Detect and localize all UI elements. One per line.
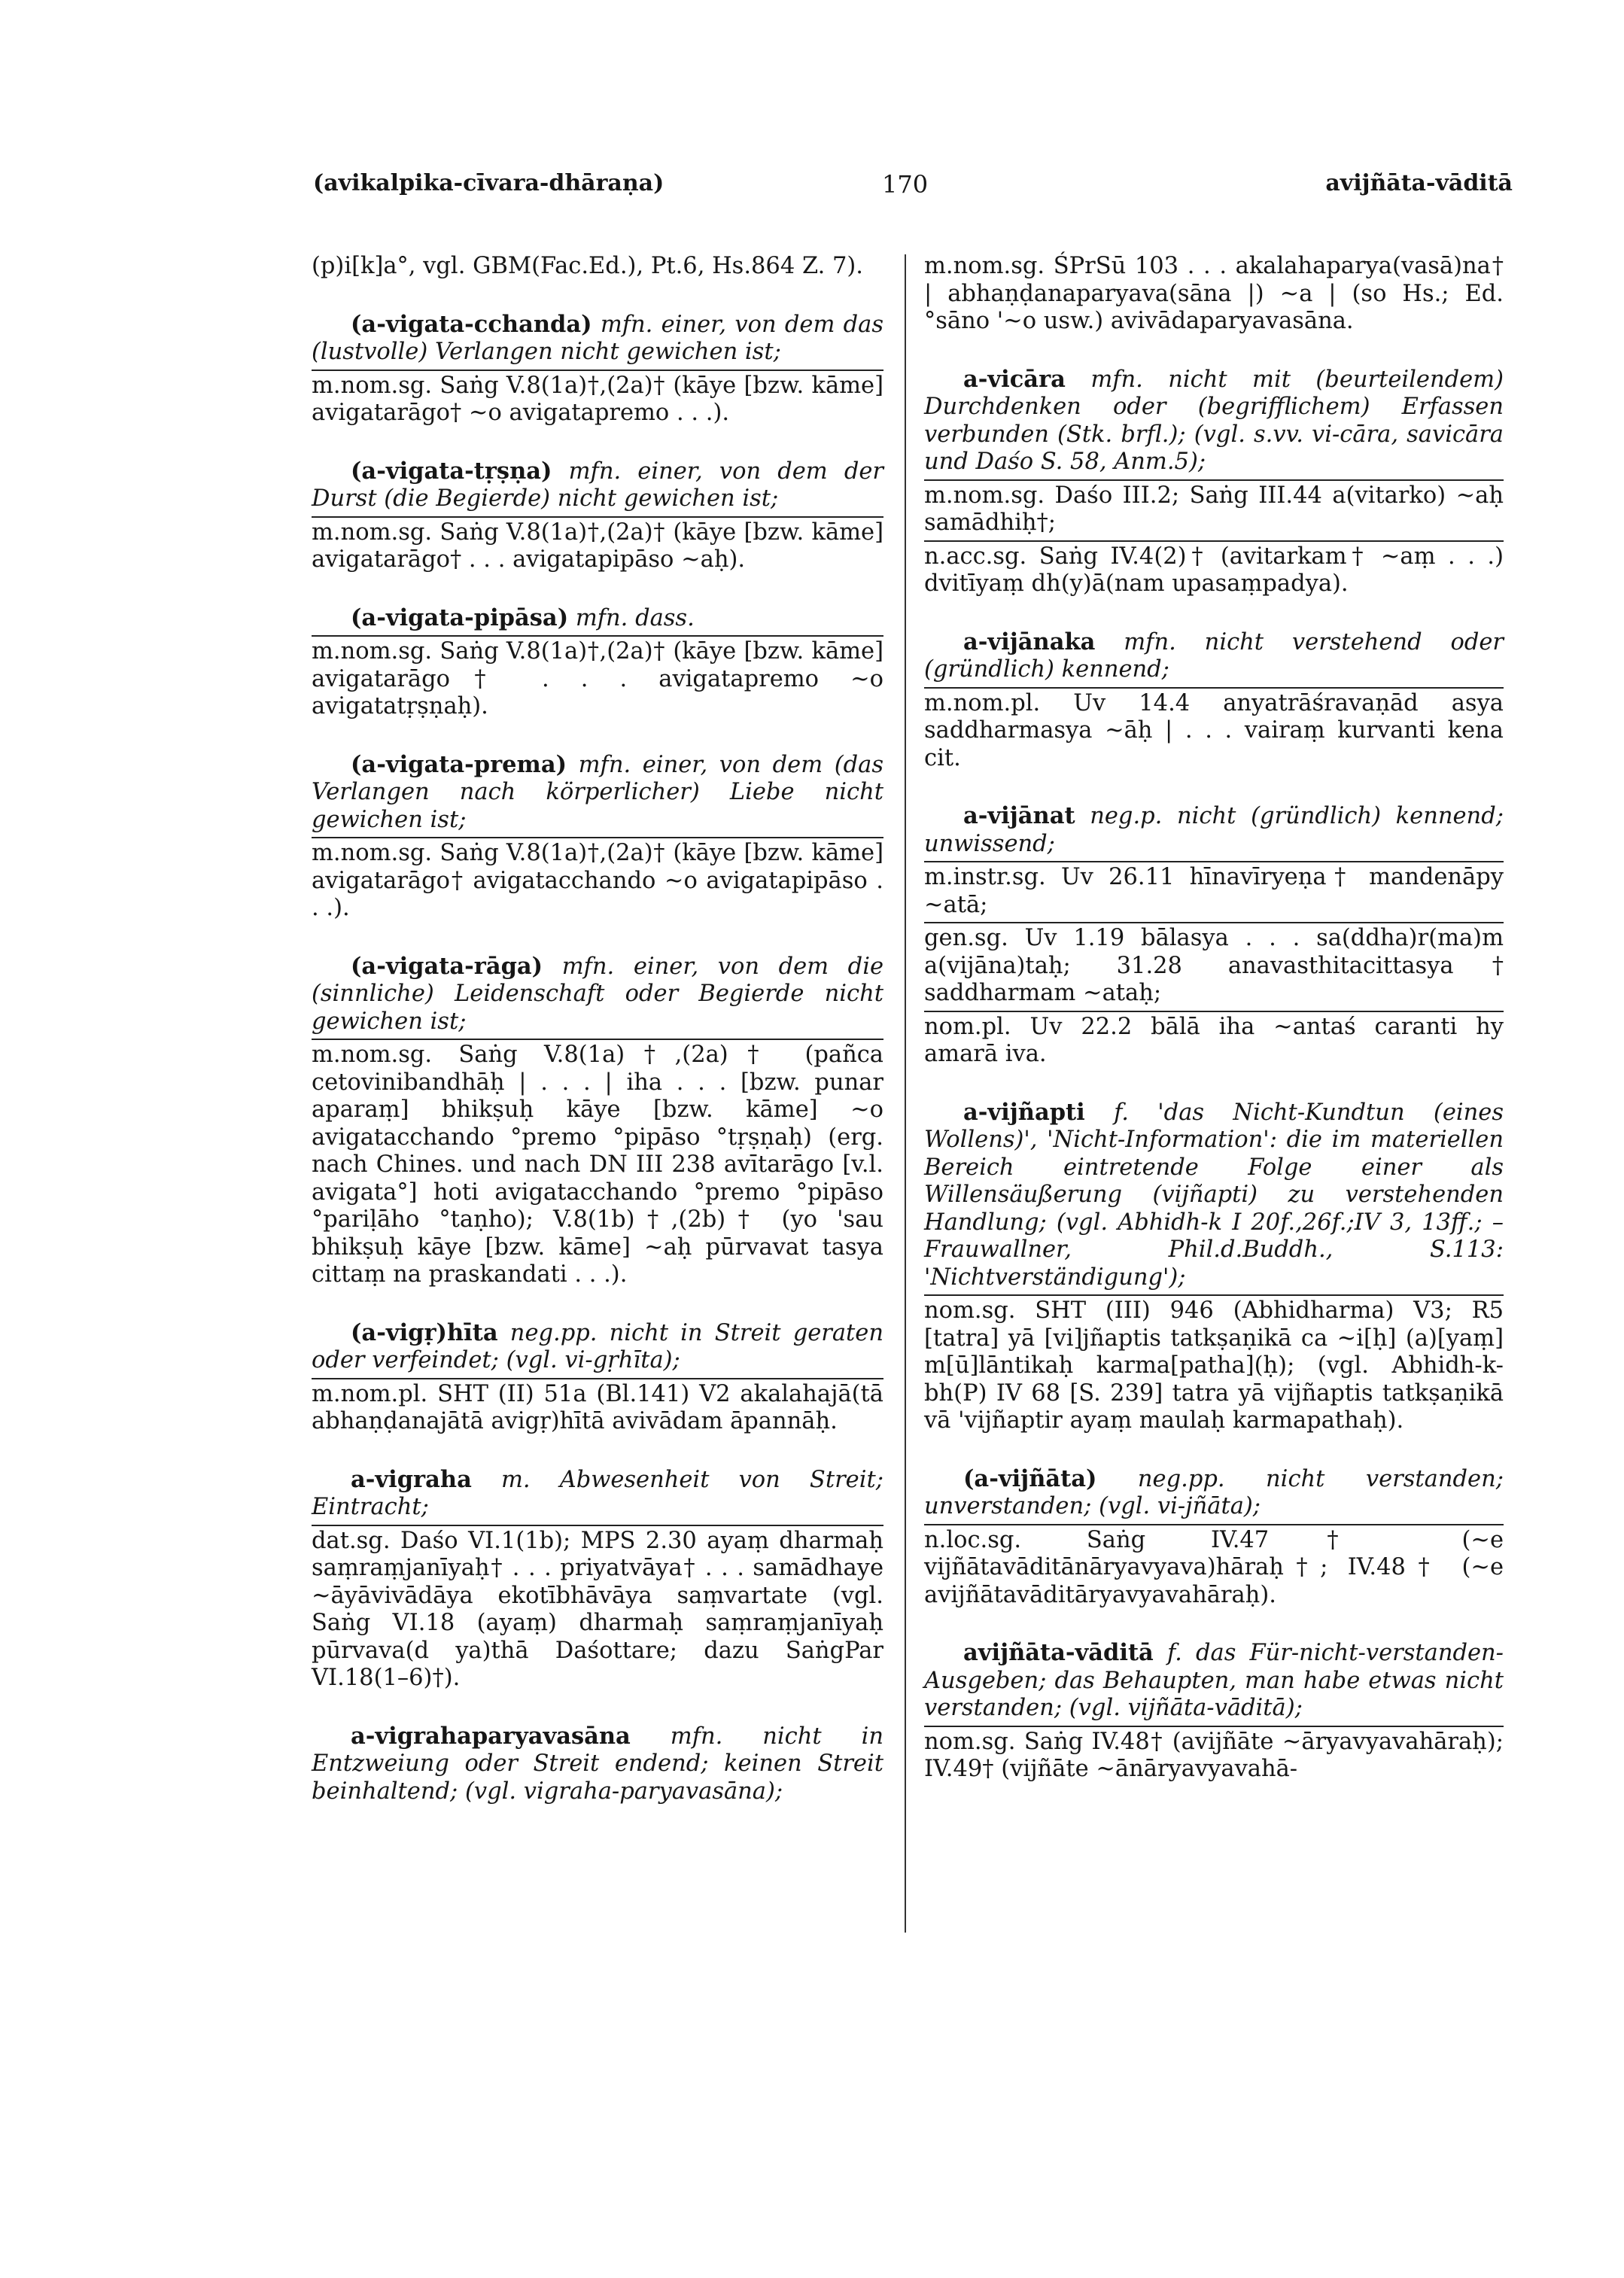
headword: (a-vigata-cchanda)	[351, 310, 592, 338]
citation-separator	[312, 1525, 883, 1526]
entry-headline	[924, 366, 1504, 476]
right-column	[924, 253, 1504, 1814]
headword: (a-vigata-pipāsa)	[351, 604, 569, 631]
citation: m.nom.sg. Saṅg V.8(1a)†,(2a)† (kāye [bzw. kāme] avigatarāgo† avigatacchando ~o avigatapipāso . . .).	[312, 840, 883, 921]
dictionary-entry	[924, 1639, 1504, 1784]
citation-separator	[924, 1726, 1504, 1727]
citation: m.nom.sg. Saṅg V.8(1a)†,(2a)† (pañca cetovinibandhāḥ | . . . | iha . . . [bzw. punar aparaṃ] bhikṣuḥ kāye [bzw. kāme] ~o avigatacchando °premo °pipāso °tṛṣṇaḥ) (erg. nach Chines. und nach DN III 238 avītarāgo [v.l. avigata°] hoti avigatacchando °premo °pipāso °pariḷāho °taṇho); V.8(1b)†,(2b)† (yo 'sau bhikṣuḥ kāye [bzw. kāme] ~aḥ pūrvavat tasya cittaṃ na praskandati . . .).	[312, 1042, 883, 1288]
citation-separator	[924, 922, 1504, 923]
headword: a-vijānaka	[963, 628, 1096, 655]
entry-headline	[924, 1639, 1504, 1723]
definition: neg.pp. nicht in Streit geraten oder verfeindet; (vgl. vi-gṛhīta);	[312, 1319, 884, 1373]
entry-headline	[312, 1723, 883, 1806]
citation: m.nom.sg. Saṅg V.8(1a)†,(2a)† (kāye [bzw. kāme] avigatarāgo† . . . avigatapipāso ~aḥ).	[312, 519, 883, 573]
dictionary-entry	[924, 1099, 1504, 1435]
entry-headline	[312, 458, 883, 513]
citation-separator	[312, 635, 883, 637]
dictionary-entry	[924, 628, 1504, 773]
citation-separator	[924, 479, 1504, 481]
citation: m.nom.pl. Uv 14.4 anyatrāśravaṇād asya saddharmasya ~āḥ | . . . vairaṃ kurvanti kena cit.	[924, 689, 1504, 771]
headword: (a-vigata-tṛṣṇa)	[351, 457, 552, 485]
definition: mfn. nicht mit (beurteilendem) Durchdenken oder (begrifflichem) Erfassen verbunden (Stk. brfl.); (vgl. s.vv. vi-cāra, savicāra und Daśo S. 58, Anm.5);	[924, 366, 1504, 475]
definition: mfn. einer, von dem die (sinnliche) Leidenschaft oder Begierde nicht gewichen ist;	[312, 953, 884, 1035]
dictionary-entry	[924, 366, 1504, 598]
definition: f. das Für-nicht-verstanden-Ausgeben; das Behaupten, man habe etwas nicht verstanden; (vgl. vijñāta-vāditā);	[924, 1640, 1504, 1721]
citation-separator	[924, 861, 1504, 862]
continued-text: m.nom.sg. ŚPrSū 103 . . . akalahaparya(vasā)na† | abhaṇḍanaparyava(sāna |) ~a | (so Hs.; Ed. °sāno '~o usw.) avivādaparyavasāna.	[924, 253, 1504, 334]
citation-separator	[924, 1011, 1504, 1012]
citation: n.acc.sg. Saṅg IV.4(2)† (avitarkam† ~aṃ . . .) dvitīyaṃ dh(y)ā(nam upasaṃpadya).	[924, 543, 1504, 597]
continued-text: (p)i[k]a°, vgl. GBM(Fac.Ed.), Pt.6, Hs.864 Z. 7).	[312, 253, 863, 279]
headword: (a-vigata-rāga)	[351, 952, 543, 980]
definition: mfn. einer, von dem (das Verlangen nach körperlicher) Liebe nicht gewichen ist;	[312, 751, 883, 833]
header-left-catchword: (avikalpika-cīvara-dhāraṇa)	[313, 170, 665, 196]
citation-separator	[924, 687, 1504, 689]
citation: m.nom.sg. Saṅg V.8(1a)†,(2a)† (kāye [bzw. kāme] avigatarāgo† ~o avigatapremo . . .).	[312, 372, 883, 426]
definition: neg.p. nicht (gründlich) kennend; unwissend;	[924, 803, 1504, 857]
entry-headline	[924, 802, 1504, 858]
header-right-catchword: avijñāta-vāditā	[1325, 170, 1513, 196]
page-number: 170	[882, 170, 929, 199]
definition: neg.pp. nicht verstanden; unverstanden; (vgl. vi-jñāta);	[924, 1465, 1504, 1519]
dictionary-entry	[312, 1466, 883, 1693]
left-column	[312, 253, 883, 1835]
column-divider	[905, 254, 906, 1933]
dictionary-entry	[312, 953, 883, 1289]
citation: nom.sg. Saṅg IV.48† (avijñāte ~āryavyavahāraḥ); IV.49† (vijñāte ~ānāryavyavahā-	[924, 1728, 1504, 1782]
dictionary-entry	[312, 751, 883, 923]
dictionary-entry	[312, 458, 883, 574]
headword: (a-vigṛ)hīta	[351, 1318, 498, 1346]
citation: n.loc.sg. Saṅg IV.47† (~e vijñātavāditānāryavyava)hāraḥ†; IV.48† (~e avijñātavāditāryavyavahāraḥ).	[924, 1526, 1504, 1608]
citation-separator	[924, 1294, 1504, 1296]
headword: avijñāta-vāditā	[963, 1639, 1154, 1666]
entry-headline	[924, 1099, 1504, 1292]
definition: mfn. nicht verstehend oder (gründlich) kennend;	[924, 628, 1504, 683]
dictionary-entry	[924, 253, 1504, 336]
citation-separator	[312, 837, 883, 838]
headword: a-vicāra	[963, 365, 1066, 393]
headword: a-vijñapti	[963, 1098, 1085, 1126]
definition: m. Abwesenheit von Streit; Eintracht;	[312, 1466, 883, 1520]
entry-headline	[924, 1465, 1504, 1521]
entry-headline	[312, 311, 883, 366]
headword: (a-vigata-prema)	[351, 750, 567, 778]
citation: m.instr.sg. Uv 26.11 hīnavīryeṇa† mandenāpy ~atā;	[924, 864, 1504, 918]
citation-separator	[312, 516, 883, 518]
headword: (a-vijñāta)	[963, 1464, 1097, 1492]
citation: nom.sg. SHT (III) 946 (Abhidharma) V3; R5 [tatra] yā [vi]jñaptis tatkṣaṇikā ca ~i[ḥ] (a)[yaṃ] m[ū]lāntikaḥ karma[patha](ḥ); (vgl. Abhidh-k-bh(P) IV 68 [S. 239] tatra yā vijñaptis tatkṣaṇikā vā 'vijñaptir ayaṃ maulaḥ karmapathaḥ).	[924, 1297, 1504, 1434]
definition: mfn. einer, von dem der Durst (die Begierde) nicht gewichen ist;	[312, 458, 883, 512]
entry-headline	[312, 751, 883, 835]
entry-headline	[312, 1319, 883, 1375]
dictionary-entry	[312, 1723, 883, 1806]
entry-headline	[924, 628, 1504, 684]
headword: a-vijānat	[963, 802, 1075, 829]
citation-separator	[312, 1039, 883, 1040]
definition: f. 'das Nicht-Kundtun (eines Wollens)', 'Nicht-Information': die im materiellen Bereich eintretende Folge einer als Willensäußerung (vijñapti) zu verstehenden Handlung; (vgl. Abhidh-k I 20f.,26f.;IV 3, 13ff.; – Frauwallner, Phil.d.Buddh., S.113: 'Nichtverständigung');	[924, 1099, 1504, 1291]
citation: m.nom.pl. SHT (II) 51a (Bl.141) V2 akalahajā(tā abhaṇḍanajātā avigṛ)hītā avivādam āpannāḥ.	[312, 1380, 883, 1434]
citation: m.nom.sg. Saṅg V.8(1a)†,(2a)† (kāye [bzw. kāme] avigatarāgo† . . . avigatapremo ~o avigatatṛṣṇaḥ).	[312, 638, 883, 719]
dictionary-entry	[924, 802, 1504, 1069]
citation: m.nom.sg. Daśo III.2; Saṅg III.44 a(vitarko) ~aḥ samādhiḥ†;	[924, 482, 1504, 536]
dictionary-entry	[312, 1319, 883, 1436]
citation-separator	[924, 540, 1504, 542]
running-header	[313, 170, 1513, 215]
entry-headline	[312, 953, 883, 1036]
citation: nom.pl. Uv 22.2 bālā iha ~antaś caranti hy amarā iva.	[924, 1013, 1504, 1067]
entry-headline	[312, 1466, 883, 1522]
citation: gen.sg. Uv 1.19 bālasya . . . sa(ddha)r(ma)m a(vijāna)taḥ; 31.28 anavasthitacittasya† saddharmam ~ataḥ;	[924, 925, 1504, 1006]
headword: a-vigraha	[351, 1465, 472, 1493]
entry-headline	[312, 604, 883, 633]
definition: mfn. dass.	[575, 604, 695, 631]
definition: mfn. einer, von dem das (lustvolle) Verlangen nicht gewichen ist;	[312, 311, 883, 365]
citation-separator	[312, 370, 883, 371]
citation: dat.sg. Daśo VI.1(1b); MPS 2.30 ayaṃ dharmaḥ saṃraṃjanīyaḥ† . . . priyatvāya† . . . samādhaye ~āyāvivādāya ekotībhāvāya saṃvartate (vgl. Saṅg VI.18 (ayaṃ) dharmaḥ saṃraṃjanīyaḥ pūrvava(d ya)thā Daśottare; dazu SaṅgPar VI.18(1–6)†).	[312, 1527, 883, 1691]
citation-separator	[312, 1378, 883, 1379]
dictionary-entry	[312, 311, 883, 427]
dictionary-entry	[924, 1465, 1504, 1610]
dictionary-entry	[312, 604, 883, 721]
citation-separator	[924, 1524, 1504, 1525]
headword: a-vigrahaparyavasāna	[351, 1722, 631, 1750]
dictionary-entry	[312, 253, 883, 281]
definition: mfn. nicht in Entzweiung oder Streit endend; keinen Streit beinhaltend; (vgl. vigraha-paryavasāna);	[312, 1723, 883, 1805]
